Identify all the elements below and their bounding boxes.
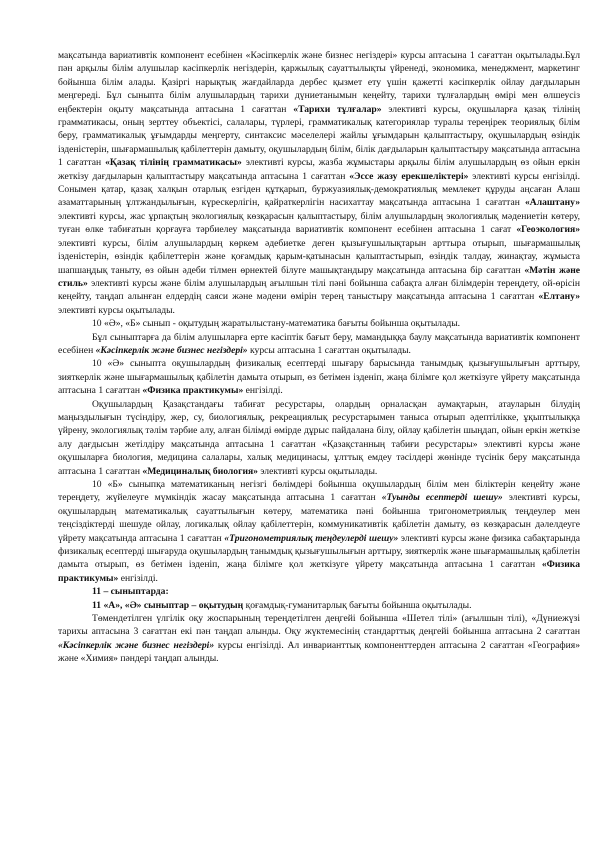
emphasized-course-title: «Тарихи тұлғалар»	[293, 103, 382, 115]
text-run: енгізілді.	[118, 572, 158, 584]
text-run: 10 «Ә» сыныпта оқушылардың физикалық есептерді шығару барысында танымдық қызығушылығын арттыру, зияткерлік және шығармашылық қабілетін дамыта отырып, өз бетімен ізденіп, жаңа білімге қол жеткізуге үйрету мақсатында аптасына 1 сағаттан	[58, 358, 580, 397]
paragraph	[58, 612, 580, 666]
text-run: элективті курсы, оқушыларға қазақ тілінің грамматикасы, оның зерттеу объектісі, салалары, түрлері, грамматикалық категориялар туралы тереңірек теориялық білім беру, грамматикалық ұғымдарды меңгерту, синтаксис мәселелері жайлы ұғымдарын қалыптастыру, оқушылардың өзіндік ізденістерін, шығармашылық қабілеттерін дамыту, оқушылардың білім, білік дағдыларын қалыптастыру мақсатында аптасына 1 сағаттан	[58, 103, 580, 169]
paragraph	[58, 478, 580, 585]
emphasized-course-title: «Геоэкология»	[516, 224, 580, 236]
text-run: 10 «Б» сыныпқа математиканың негізгі бөлімдері бойынша оқушылардың білім мен біліктерін кеңейту және тереңдету, жүйелеуге мүмкіндік жасау мақсатында аптасына 1 сағаттан	[58, 479, 580, 504]
text-run: элективті курсы енгізілді. Сонымен қатар, қазақ халқын отарлық езгіден құтқарып, буржуазиялық-демократиялық мемлекет құруды аңсаған Алаш азаматтарының ұлтжандылығын, күрескерлігін, қайраткерлігін насихаттау мақсатында аптасына 1 сағаттан	[58, 170, 580, 209]
paragraph	[58, 398, 580, 478]
paragraph	[58, 357, 580, 397]
emphasized-course-title: «Елтану»	[538, 291, 580, 303]
emphasized-course-title: «Эссе жазу ерекшеліктері»	[349, 170, 469, 182]
emphasized-course-title: «Туынды есептерді шешу»	[381, 492, 503, 504]
text-run: 10 «Ә», «Б» сынып - оқытудың жаратылыстану-математика бағыты бойынша оқытылады.	[92, 318, 461, 330]
emphasized-course-title: «Физика практикумы»	[142, 385, 244, 397]
text-run: элективті курсы оқытылады.	[257, 465, 378, 477]
paragraph	[58, 49, 580, 317]
text-run: курсы аптасына 1 сағаттан оқытылады.	[247, 344, 411, 356]
section-heading	[58, 585, 580, 598]
text-run: элективті курсы оқытылады.	[58, 304, 175, 316]
text-run: мақсатында вариативтік компонент есебінен «Кәсіпкерлік және бизнес негіздері» курсы аптасына 1 сағаттан оқытылады.Бұл пән арқылы білім алушылар кәсіпкерлік негіздерін, қаржылық сауаттылықты үйренеді, экономика, менеджмент, маркетинг бойынша білім алады. Қазіргі нарықтық жағдайларда дербес қызмет ету үшін қажетті кәсіпкерлік ойлау дағдыларын меңгереді. Бұл сыныпта білім алушылардың тарихи дүниетанымын кеңейту, тарихи тұлғалардың өмірі мен өлшеусіз еңбектерін оқыту мақсатында аптасына 1 сағаттан	[58, 50, 580, 115]
text-run: элективті курсы және білім алушылардың ағылшын тілі пәні бойынша сабақта алған білімдерін тереңдету, ой-өрісін кеңейту, таңдап алынған елдердің саяси және мәдени өмірін терең таныстыру мақсатында аптасына 1 сағаттан	[58, 277, 580, 303]
text-run: енгізілді.	[243, 385, 283, 397]
emphasized-course-title: «Мәтін және стиль»	[58, 264, 580, 289]
emphasized-course-title: «Қазақ тілінің грамматикасы»	[105, 157, 242, 169]
text-run: элективті курсы, білім алушылардың көркем әдебиетке деген қызығушылықтарын арттыра отырып, шығармашылық ізденістерін, өзіндік қабілеттерін және қоғамдық қарым-қатынасын қалыптастырып, өзіндік талдау, жинақтау, жұмыста шапшаңдық таныту, өз ойын әдеби тілмен өрнектей білуге машықтандыру мақсатында аптасына бір сағаттан	[58, 237, 580, 276]
emphasized-course-title: «Кәсіпкерлік және бизнес негіздері»	[95, 344, 248, 356]
emphasized-course-title: «Физика практикумы»	[58, 559, 580, 584]
text-run: элективті курсы, оқушылардың математикалық сауаттылығын көтеру, математика пәні бойынша тригонометриялық теңдеулер мен теңсіздіктерді шешуде ойлау, логикалық ойлау қабілеттерін, коммуникативтік қабілетін дамыту, өз көзқарасын дәлелдеуге үйрету мақсатында аптасына 1 сағаттан	[58, 492, 580, 544]
text-run: Оқушылардың Қазақстандағы табиғат ресурстары, олардың орналасқан аумақтарын, атауларын білудің маңыздылығын түсіндіру, жер, су, биологиялық, рекреациялық ресурстарымен таныса отырып әдептілікке, ұқыптылыққа үйрену, экологиялық тәлім тәрбие алу, алған білімді өмірде дұрыс пайдалана білу, ойлау қабілетін шыңдап, ойын еркін жеткізе алу дағдысын жетілдіру мақсатында аптасына 1 сағаттан «Қазақстанның табиғи ресурстары» элективті курсы және оқушыларға биология, медицина салалары, халық медицинасы, ұлттық емдеу тәсілдері жөнінде түсінік беру мақсатында аптасына 1 сағаттан	[58, 398, 580, 477]
text-run: курсы енгізілді. Ал инварианттық компоненттерден аптасына 2 сағаттан «География» және «Химия» пәндері таңдап алынды.	[58, 639, 580, 665]
document-body	[58, 49, 580, 666]
text-run: элективті курсы және физика сабақтарында физикалық есептерді шығаруда оқушылардың танымдық қызығушылығын арттыру, зияткерлік және шығармашылық қабілетін дамыта отырып, өз бетімен ізденіп, жаңа білімге қол жеткізуге үйрету мақсатында аптасына 1 сағаттан	[58, 532, 580, 571]
text-run: элективті курсы, жас ұрпақтың экологиялық көзқарасын қалыптастыру, білім алушылардың экологиялық мәдениетін көтеру, туған өлке табиғатын қорғауға тәрбиелеу мақсатында вариативтік компонент есебінен аптасына 1 сағат	[58, 210, 580, 236]
text-run: Бұл сыныптарға да білім алушыларға ерте кәсіптік бағыт беру, мамандыққа баулу мақсатында вариативтік компонент есебінен	[58, 331, 580, 356]
paragraph	[58, 599, 580, 612]
paragraph	[58, 317, 580, 330]
emphasized-course-title: «Алаштану»	[525, 197, 580, 209]
emphasized-course-title: «Тригонометриялық теңдеулерді шешу»	[224, 532, 399, 544]
text-run: элективті курсы, жазба жұмыстары арқылы білім алушылардың өз ойын еркін жеткізу дағдыларын қалыптастыру мақсатында аптасына 1 сағаттан	[58, 157, 580, 182]
emphasized-course-title: «Медициналық биология»	[142, 465, 258, 477]
emphasized-course-title: 11 – сыныптарда:	[92, 586, 169, 598]
emphasized-course-title: 11 «А», «Ә» сыныптар – оқытудың	[92, 599, 244, 611]
text-run: қоғамдық-гуманитарлық бағыты бойынша оқытылады.	[243, 599, 472, 611]
text-run: Төмендетілген үлгілік оқу жоспарының тереңдетілген деңгейі бойынша «Шетел тілі» (ағылшын тілі), «Дүниежүзі тарихы аптасына 3 сағаттан екі пән таңдап алынды. Оқу жүктемесінің стандарттық деңгейі бойынша аптасына 2 сағаттан	[58, 613, 580, 638]
emphasized-course-title: «Кәсіпкерлік және бизнес негіздері»	[58, 639, 215, 651]
paragraph	[58, 331, 580, 358]
